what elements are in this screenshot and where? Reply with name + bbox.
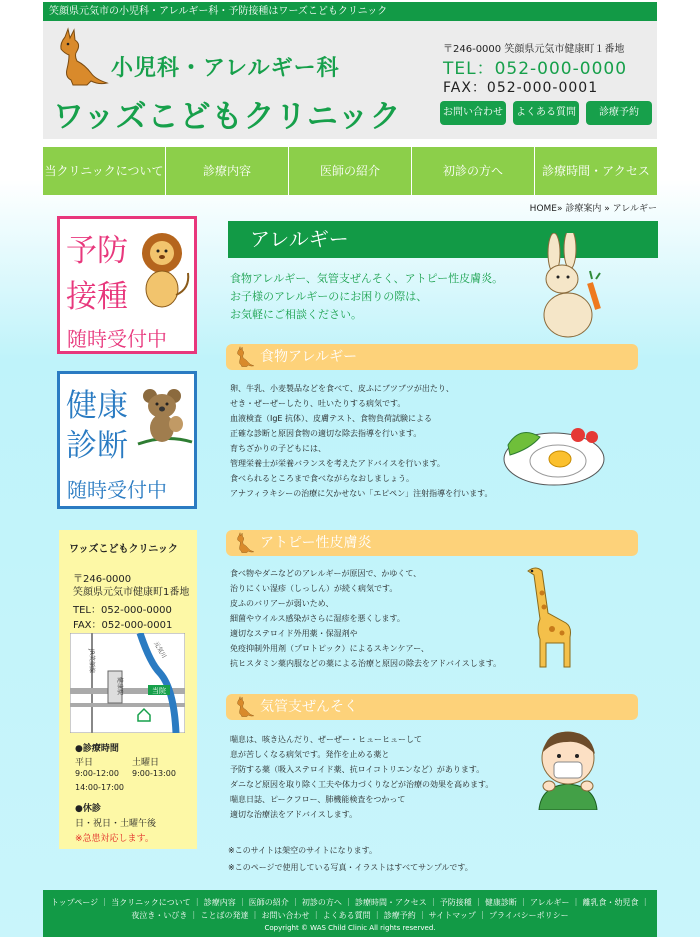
text-line: 予防する薬（吸入ステロイド薬、抗ロイコトリエンなど）があります。 [230,765,485,774]
clinic-subtitle: 小児科・アレルギー科 [111,56,340,81]
text-line: 卵、牛乳、小麦製品などを食べて、皮ふにブツブツが出たり、 [230,384,454,393]
text-line: 適切な治療法をアドバイスします。 [230,810,358,819]
intro-line: 食物アレルギー、気管支ぜんそく、アトピー性皮膚炎。 [230,272,504,285]
nav-hours-access[interactable]: 診療時間・アクセス [542,164,650,178]
vaccine-banner-line3: 随時受付中 [67,327,167,351]
text-line: 食べられるところまで食べながらなおしましょう。 [230,474,414,483]
checkup-banner-line3: 随時受付中 [67,478,167,502]
text-line: 細菌やウイルス感染がさらに湿疹を悪くします。 [230,614,405,623]
section-heading-food-allergy [226,344,638,370]
section-body-food-allergy [230,381,492,501]
rabbit-illustration-icon [532,233,612,341]
nav-services[interactable]: 診療内容 [166,147,289,195]
breadcrumb[interactable]: HOME» 診療案内 » アレルギー [529,204,657,214]
header-address: 〒246-0000 笑顔県元気市健康町１番地 [443,44,625,55]
clinic-info-card [59,530,197,849]
info-postal: 〒246-0000 [73,574,132,585]
page-title: アレルギー [228,221,658,258]
intro-text [230,270,503,324]
masked-boy-illustration-icon [535,726,601,810]
section-heading-atopic [226,530,638,556]
emergency-note: ※急患対応します。 [75,834,154,844]
text-line: ダニなど原因を取り除く工夫や体力づくりなどが治療の効果を高めます。 [230,780,494,789]
footer-links-row1[interactable]: トップページ ｜ 当クリニックについて ｜ 診療内容 ｜ 医師の紹介 ｜ 初診の方へ ｜ 診療時間・アクセス ｜ 予防接種 ｜ 健康診断 ｜ アレルギー ｜ 離乳食・幼児食 ｜ [50,898,650,907]
map-label-rail: JR笑顔線 [88,649,95,673]
hours-saturday-label: 土曜日 [132,758,160,768]
text-line: 治りにくい湿疹（しっしん）が続く病気です。 [230,584,398,593]
reservation-button[interactable]: 診療予約 [586,101,652,125]
header-fax: FAX：052-000-0001 [443,80,599,96]
text-line: 皮ふのバリアーが弱いため、 [230,599,334,608]
contact-button[interactable]: お問い合わせ [440,101,506,125]
header-tel: TEL：052-000-0000 [443,59,628,79]
text-line: 息が苦しくなる病気です。発作を止める薬と [230,750,390,759]
vaccine-banner-line1: 予防 [66,233,128,269]
faq-button[interactable]: よくある質問 [513,101,579,125]
giraffe-illustration-icon [522,563,578,668]
section-body-asthma [230,732,493,822]
top-tagline: 笑顔県元気市の小児科・アレルギー科・予防接種はワーズこどもクリニック [43,2,657,21]
note-line: ※このサイトは架空のサイトになります。 [228,846,377,855]
egg-plate-illustration-icon [500,415,606,489]
checkup-banner-line1: 健康 [66,388,128,424]
vaccine-banner-line2: 接種 [66,279,128,315]
koala-illustration-icon [136,384,194,456]
site-header [43,21,657,139]
hours-weekday-label: 平日 [75,758,94,768]
text-line: 食べ物やダニなどのアレルギーが原因で、かゆくて、 [230,569,422,578]
kangaroo-logo-icon [51,27,113,89]
kangaroo-icon [234,346,256,368]
section-heading-label: アトピー性皮膚炎 [260,535,372,551]
checkup-banner[interactable] [57,371,197,509]
intro-line: お子様のアレルギーのにお困りの際は、 [230,290,428,303]
closed-title: ●休診 [75,804,101,814]
text-line: 血液検査（IgE 抗体）、皮膚テスト、食物負荷試験による [230,414,432,423]
text-line: アナフィラキシーの治療に欠かせない「エピペン」注射指導を行います。 [230,489,493,498]
note-line: ※このページで使用している写真・イラストはすべてサンプルです。 [228,863,473,872]
intro-line: お気軽にご相談ください。 [230,308,362,321]
map-label-here: 当院 [152,687,166,695]
map-label-river: 元気川 [152,640,168,660]
text-line: 正確な診断と原因食物の適切な除去指導を行います。 [230,429,422,438]
text-line: 免疫抑制外用剤（プロトピック）によるスキンケアー、 [230,644,429,653]
text-line: 育ちざかりの子どもには、 [230,444,326,453]
text-line: 適切なステロイド外用薬・保湿剤や [230,629,358,638]
main-nav [43,147,657,195]
site-footer [43,890,657,937]
text-line: 喘息は、咳き込んだり、ぜーぜー・ヒューヒューして [230,735,422,744]
copyright: Copyright © WAS Child Clinic All rights reserved. [264,924,436,932]
kangaroo-icon [234,696,256,718]
section-body-atopic [230,566,501,671]
footer-links-row2[interactable]: 夜泣き・いびき ｜ ことばの発達 ｜ お問い合わせ ｜ よくある質問 ｜ 診療予約 ｜ サイトマップ ｜ プライバシーポリシー [131,911,569,920]
checkup-banner-line2: 診断 [66,428,128,464]
info-fax: FAX：052-000-0001 [73,620,173,631]
info-clinic-name: ワッズこどもクリニック [69,544,178,555]
hours-saturday-am: 9:00-13:00 [132,769,176,778]
map-label-station: 健康駅 [116,677,123,696]
text-line: 喘息日誌、ピークフロー、肺機能検査をつかって [230,795,406,804]
nav-first-visit[interactable]: 初診の方へ [412,147,535,195]
vaccine-banner[interactable] [57,216,197,354]
kangaroo-icon [234,532,256,554]
closed-days: 日・祝日・土曜午後 [75,819,157,829]
page-notes [228,842,473,876]
nav-about[interactable]: 当クリニックについて [43,147,166,195]
hours-weekday-pm: 14:00-17:00 [75,783,124,792]
hours-weekday-am: 9:00-12:00 [75,769,119,778]
section-heading-label: 食物アレルギー [260,349,358,365]
section-heading-label: 気管支ぜんそく [260,699,358,715]
hours-title: ●診療時間 [75,744,119,754]
text-line: 抗ヒスタミン薬内服などの薬による治療と原因の除去をアドバイスします。 [230,659,502,668]
text-line: せき・ぜーぜーしたり、吐いたりする病気です。 [230,399,406,408]
info-tel: TEL：052-000-0000 [73,605,172,616]
access-map-icon[interactable] [70,633,185,733]
section-heading-asthma [226,694,638,720]
clinic-name-logo[interactable]: ワッズこどもクリニック [53,99,402,135]
nav-doctor[interactable]: 医師の紹介 [289,147,412,195]
info-address: 笑顔県元気市健康町1番地 [73,587,190,598]
lion-illustration-icon [136,229,192,311]
text-line: 管理栄養士が栄養バランスを考えたアドバイスを行います。 [230,459,445,468]
